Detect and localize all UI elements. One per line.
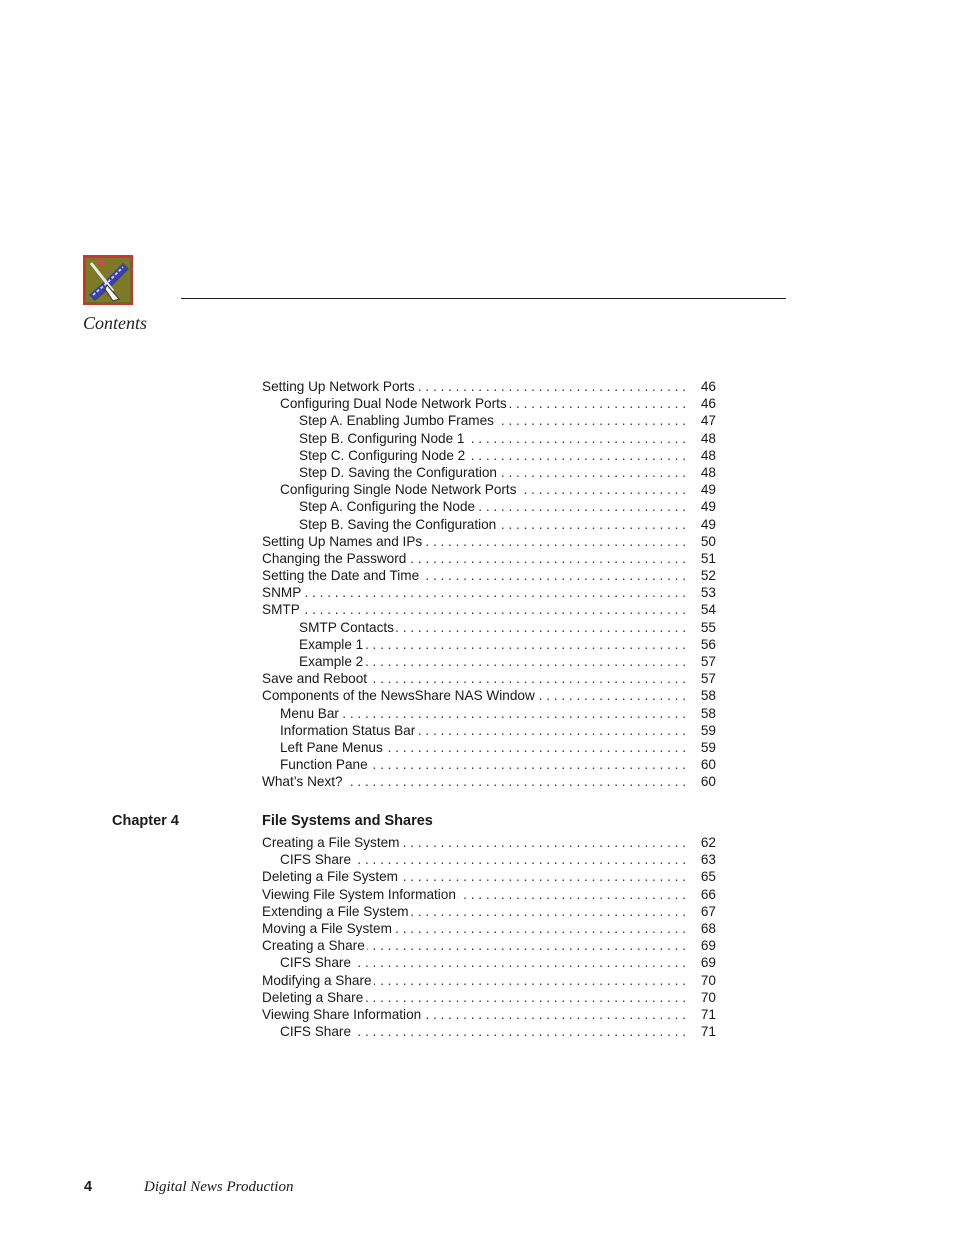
toc-entry-title: CIFS Share [280, 1024, 352, 1040]
toc-entry[interactable] [262, 687, 716, 704]
dot-leader [367, 937, 686, 954]
toc-entry[interactable] [262, 705, 716, 722]
toc-entry-title: Creating a Share [262, 938, 365, 954]
toc-entry-page: 54 [700, 602, 716, 618]
toc-entry[interactable] [262, 619, 716, 636]
dot-leader [423, 1006, 686, 1023]
toc-entry[interactable] [262, 886, 716, 903]
toc-entry[interactable] [262, 903, 716, 920]
toc-entry-title: Example 1 [299, 636, 364, 652]
toc-entry-title: Step D. Saving the Configuration [299, 464, 497, 480]
dot-leader [365, 989, 686, 1006]
toc-entry[interactable] [262, 636, 716, 653]
dot-leader [477, 498, 686, 515]
toc-entry[interactable] [262, 378, 716, 395]
toc-entry[interactable] [262, 447, 716, 464]
toc-entry-page: 46 [700, 396, 716, 412]
toc-entry-title: Modifying a Share [262, 972, 372, 988]
toc-entry[interactable] [262, 1023, 716, 1040]
toc-entry-title: Step A. Enabling Jumbo Frames [299, 413, 494, 429]
toc-entry-page: 55 [700, 619, 716, 635]
toc-entry-page: 46 [700, 379, 716, 394]
dot-leader [341, 705, 686, 722]
chapter-title: File Systems and Shares [262, 813, 433, 829]
toc-entry-page: 51 [700, 550, 716, 566]
toc-entry-page: 59 [700, 722, 716, 738]
toc-entry-title: Configuring Dual Node Network Ports [280, 396, 507, 412]
dot-leader [467, 447, 686, 464]
toc-entry-page: 57 [700, 671, 716, 687]
toc-entry-page: 48 [700, 447, 716, 463]
toc-entry-page: 47 [700, 413, 716, 429]
dot-leader [370, 756, 686, 773]
toc-entry[interactable] [262, 773, 716, 790]
toc-entry-page: 48 [700, 464, 716, 480]
toc-entry-title: Components of the NewsShare NAS Window [262, 688, 535, 704]
toc-entry[interactable] [262, 464, 716, 481]
toc-entry-page: 63 [700, 852, 716, 868]
toc-entry-page: 50 [700, 533, 716, 549]
toc-entry-title: Creating a File System [262, 835, 400, 850]
dot-leader [467, 430, 687, 447]
toc-entry-page: 68 [700, 920, 716, 936]
toc-entry-title: SMTP Contacts [299, 619, 394, 635]
toc-entry[interactable] [262, 722, 716, 739]
dot-leader [353, 1023, 686, 1040]
toc-entry-page: 62 [700, 835, 716, 850]
toc-entry-page: 57 [700, 654, 716, 669]
toc-list-part2 [262, 834, 716, 1040]
chapter-label: Chapter 4 [112, 813, 179, 829]
toc-entry-page: 49 [700, 499, 716, 515]
toc-entry[interactable] [262, 1006, 716, 1023]
dot-leader [394, 920, 686, 937]
toc-entry-page: 65 [700, 869, 716, 885]
dot-leader [421, 567, 686, 584]
dot-leader [369, 670, 686, 687]
dot-leader [345, 773, 686, 790]
toc-entry-title: Viewing Share Information [262, 1006, 422, 1022]
toc-entry-title: Save and Reboot [262, 671, 368, 687]
toc-entry[interactable] [262, 851, 716, 868]
dot-leader [408, 550, 686, 567]
toc-entry-page: 52 [700, 568, 716, 584]
toc-entry-title: Left Pane Menus [280, 739, 383, 755]
dot-leader [365, 653, 686, 670]
toc-entry[interactable] [262, 937, 716, 954]
toc-entry-title: Deleting a Share [262, 989, 364, 1005]
header-rule [181, 298, 786, 299]
toc-entry-page: 58 [700, 688, 716, 704]
toc-entry[interactable] [262, 567, 716, 584]
dot-leader [458, 886, 686, 903]
toc-entry-page: 67 [700, 903, 716, 919]
toc-entry[interactable] [262, 868, 716, 885]
toc-entry-title: Step C. Configuring Node 2 [299, 447, 466, 463]
page-number: 4 [84, 1179, 93, 1195]
dot-leader [353, 954, 686, 971]
product-logo-icon [83, 255, 133, 305]
toc-entry-title: SNMP [262, 585, 302, 601]
toc-entry-title: Example 2 [299, 654, 364, 669]
toc-entry-page: 69 [700, 938, 716, 954]
dot-leader [417, 722, 686, 739]
toc-entry-title: Extending a File System [262, 903, 409, 919]
dot-leader [411, 903, 686, 920]
toc-entry-page: 70 [700, 972, 716, 988]
toc-entry-page: 48 [700, 430, 716, 446]
toc-entry-title: Setting Up Names and IPs [262, 533, 423, 549]
dot-leader [499, 464, 686, 481]
toc-entry-page: 70 [700, 989, 716, 1005]
toc-entry[interactable] [262, 972, 716, 989]
toc-entry-page: 60 [700, 757, 716, 773]
dot-leader [302, 601, 686, 618]
toc-entry-title: Function Pane [280, 757, 368, 773]
toc-entry-page: 69 [700, 955, 716, 971]
toc-entry-title: What’s Next? [262, 774, 343, 790]
dot-leader [417, 378, 686, 395]
toc-entry-page: 60 [700, 774, 716, 790]
toc-entry-title: SMTP [262, 602, 300, 618]
toc-entry-title: Step B. Saving the Configuration [299, 516, 497, 532]
dot-leader [365, 636, 686, 653]
dot-leader [400, 868, 686, 885]
page-title: Contents [83, 313, 148, 333]
toc-entry[interactable] [262, 533, 716, 550]
toc-entry-title: Menu Bar [280, 705, 339, 721]
toc-entry[interactable] [262, 550, 716, 567]
dot-leader [498, 516, 686, 533]
toc-entry[interactable] [262, 430, 716, 447]
footer-title: Digital News Production [144, 1179, 294, 1195]
dot-leader [424, 533, 686, 550]
toc-entry[interactable] [262, 954, 716, 971]
toc-entry-title: Setting Up Network Ports [262, 379, 415, 394]
toc-entry-title: CIFS Share [280, 852, 352, 868]
toc-entry[interactable] [262, 756, 716, 773]
toc-entry-title: Changing the Password [262, 550, 407, 566]
dot-leader [509, 395, 686, 412]
toc-entry[interactable] [262, 601, 716, 618]
toc-entry-page: 71 [700, 1024, 716, 1040]
toc-entry-page: 53 [700, 585, 716, 601]
toc-entry[interactable] [262, 834, 716, 851]
dot-leader [385, 739, 686, 756]
dot-leader [396, 619, 686, 636]
toc-entry-title: Configuring Single Node Network Ports [280, 482, 517, 498]
toc-entry[interactable] [262, 739, 716, 756]
toc-entry-page: 71 [700, 1006, 716, 1022]
toc-entry[interactable] [262, 516, 716, 533]
dot-leader [537, 687, 686, 704]
toc-entry[interactable] [262, 989, 716, 1006]
toc-entry-title: Moving a File System [262, 920, 392, 936]
toc-entry[interactable] [262, 395, 716, 412]
dot-leader [374, 972, 686, 989]
toc-entry-title: Setting the Date and Time [262, 568, 420, 584]
dot-leader [519, 481, 687, 498]
toc-entry[interactable] [262, 920, 716, 937]
toc-entry-title: Step A. Configuring the Node [299, 499, 476, 515]
toc-entry-title: CIFS Share [280, 955, 352, 971]
toc-entry-page: 49 [700, 482, 716, 498]
toc-entry-page: 59 [700, 739, 716, 755]
toc-entry[interactable] [262, 653, 716, 670]
toc-entry-title: Information Status Bar [280, 722, 416, 738]
toc-entry[interactable] [262, 481, 716, 498]
toc-entry-page: 56 [700, 636, 716, 652]
toc-entry-page: 66 [700, 886, 716, 902]
toc-list-part1 [262, 378, 716, 791]
toc-entry[interactable] [262, 670, 716, 687]
toc-entry[interactable] [262, 498, 716, 515]
toc-entry-title: Step B. Configuring Node 1 [299, 430, 465, 446]
toc-entry-title: Deleting a File System [262, 869, 398, 885]
toc-entry-page: 58 [700, 705, 716, 721]
dot-leader [303, 584, 686, 601]
dot-leader [402, 834, 687, 851]
dot-leader [353, 851, 686, 868]
dot-leader [496, 412, 686, 429]
toc-entry[interactable] [262, 584, 716, 601]
toc-entry[interactable] [262, 412, 716, 429]
toc-entry-page: 49 [700, 516, 716, 532]
toc-entry-title: Viewing File System Information [262, 886, 456, 902]
